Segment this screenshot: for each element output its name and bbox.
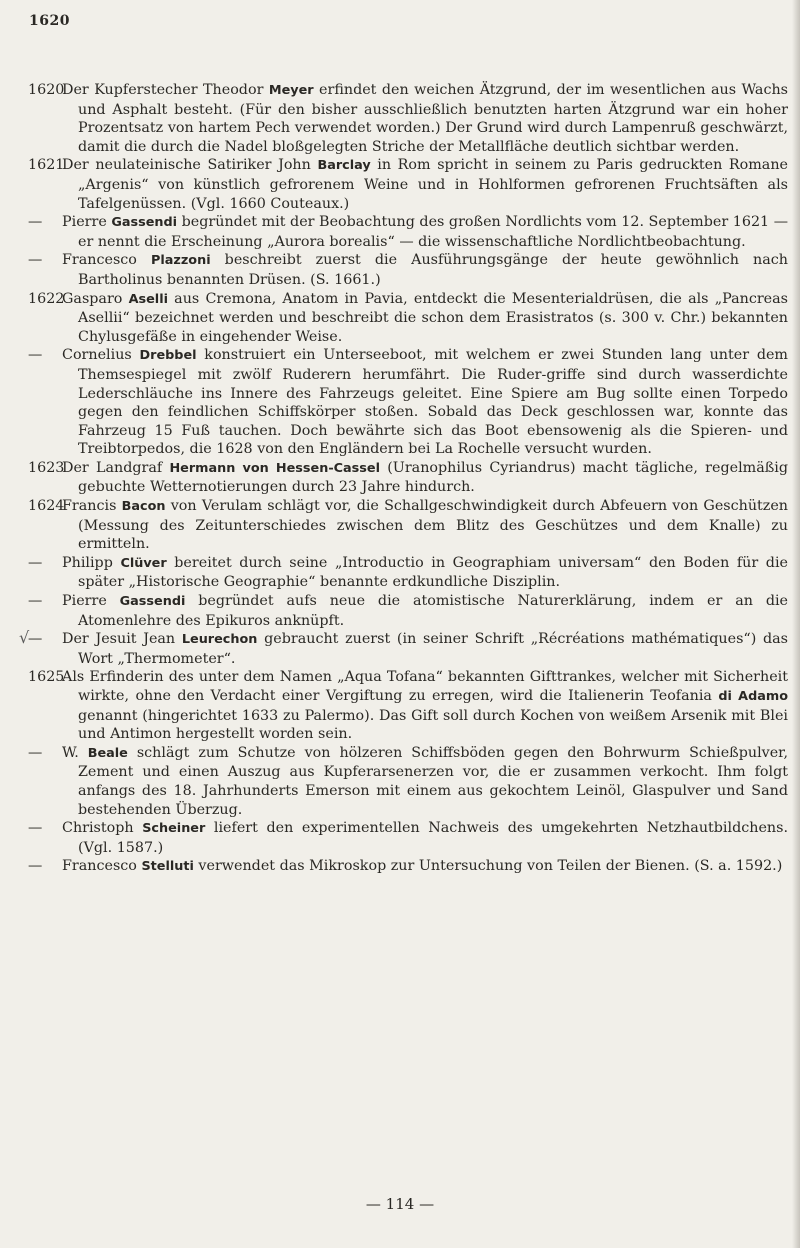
chronology-entry — [28, 592, 788, 630]
entry-text — [62, 630, 788, 668]
chronology-entry — [28, 290, 788, 347]
chronology-entry — [19, 628, 789, 668]
entry-year-label: 1624 — [28, 498, 65, 515]
page-number: — 114 — — [365, 1195, 435, 1213]
entry-text-segment: Francesco — [62, 858, 142, 875]
entry-year — [28, 81, 65, 100]
entry-year-label: 1621 — [28, 157, 65, 174]
entry-text-segment: verwendet das Mikroskop zur Untersuchung von Teilen der Bienen. (S. a. 1592.) — [193, 858, 783, 875]
chronology-entry — [28, 554, 788, 592]
chronology-entries — [19, 81, 789, 877]
entry-year — [28, 744, 62, 763]
entry-text-segment: (Uranophilus Cyriandrus) macht tägliche, regelmäßig gebuchte Wetternotierungen durch 23 Jahre hindurch. — [78, 459, 788, 496]
chronology-entry — [28, 346, 788, 459]
entry-text-segment: Francesco — [62, 252, 151, 269]
entry-year — [28, 857, 62, 876]
entry-text-segment: liefert den experimentellen Nachweis des umgekehrten Netzhautbildchens. (Vgl. 1587.) — [78, 820, 788, 856]
entry-text-segment: Der Landgraf — [62, 459, 170, 476]
entry-text — [62, 668, 788, 743]
entry-text-segment: Christoph — [62, 820, 143, 837]
chronology-entry — [28, 744, 788, 819]
entry-year — [28, 290, 65, 309]
entry-year — [28, 459, 65, 478]
entry-year — [28, 213, 62, 232]
entry-year-label: 1622 — [28, 290, 65, 307]
entry-text-segment: Cornelius — [62, 347, 140, 364]
entry-text — [62, 251, 788, 289]
entry-year-label: — — [28, 744, 43, 761]
person-name: Drebbel — [139, 348, 197, 364]
person-name: di Adamo — [718, 689, 789, 704]
entry-year — [28, 346, 62, 365]
entry-text-segment: schlägt zum Schutze von hölzeren Schiffsböden gegen den Bohrwurm Schießpulver, Zement und einen Auszug aus Kupferarsenerzen vor, die er zusammen verkocht. Ihm folgt anfangs des 18. Jahrhunderts Emerson mit einem aus gekochtem Leinöl, Glaspulver und Sand bestehenden Überzug. — [78, 744, 788, 818]
person-name: Clüver — [120, 555, 167, 571]
entry-text-segment: gebraucht zuerst (in seiner Schrift „Récréations mathématiques“) das Wort „Thermometer“. — [78, 631, 789, 667]
handwritten-checkmark: √ — [19, 628, 30, 648]
person-name: Bacon — [121, 499, 166, 515]
entry-text-segment: W. — [62, 744, 88, 761]
entry-text-segment: genannt (hingerichtet 1633 zu Palermo). Das Gift soll durch Kochen von weißem Arsenik mit Blei und Antimon hergestellt worden sein. — [78, 707, 788, 743]
entry-text-segment: Philipp — [62, 554, 121, 571]
person-name: Hermann von Hessen-Cassel — [169, 460, 380, 476]
entry-text-segment: Gasparo — [62, 290, 129, 307]
person-name: Gassendi — [111, 215, 178, 231]
entry-year-label: — — [28, 214, 43, 231]
entry-year-label: — — [28, 820, 43, 837]
chronology-entry — [28, 819, 788, 857]
running-header: 1620 — [29, 13, 70, 29]
entry-year — [28, 554, 62, 573]
entry-text-segment: Der neulateinische Satiriker John — [62, 157, 318, 174]
entry-year — [19, 628, 62, 649]
entry-text — [62, 346, 788, 459]
entry-text-segment: aus Cremona, Anatom in Pavia, entdeckt die Mesenterialdrüsen, die als „Pancreas Asellii“ bezeichnet werden und beschreibt die schon dem Erasistratos (s. 300 v. Chr.) bekannten Chylusgefäße in eingehender Weise. — [78, 290, 788, 345]
entry-year-label: — — [28, 554, 43, 571]
entry-text-segment: Der Jesuit Jean — [62, 631, 182, 648]
person-name: Aselli — [128, 291, 168, 307]
person-name: Plazzoni — [151, 253, 211, 269]
entry-year-label: 1623 — [28, 459, 65, 476]
person-name: Stelluti — [141, 859, 194, 875]
entry-text-segment: begründet mit der Beobachtung des großen Nordlichts vom 12. September 1621 — er nennt die Erscheinung „Aurora borealis“ — die wissenschaftliche Nordlichtbeobachtung. — [78, 214, 789, 250]
entry-text-segment: Pierre — [62, 593, 120, 610]
entry-text-segment: Francis — [62, 498, 122, 515]
chronology-entry — [28, 497, 788, 554]
entry-year — [28, 668, 65, 687]
person-name: Meyer — [268, 83, 314, 98]
entry-text — [62, 81, 788, 156]
entry-text-segment: von Verulam schlägt vor, die Schallgeschwindigkeit durch Abfeuern von Geschützen (Messung des Zeitunterschiedes zwischen dem Blitz des Geschützes und dem Knalle) zu ermitteln. — [78, 498, 788, 553]
entry-year-label: — — [28, 252, 43, 269]
entry-year-label: — — [28, 347, 43, 364]
person-name: Gassendi — [119, 594, 186, 610]
entry-text-segment: in Rom spricht in seinem zu Paris gedruckten Romane „Argenis“ von künstlich gefrorenem Weine und in Hohlformen gefrorenen Fruchtsäften als Tafelgenüssen. (Vgl. 1660 Couteaux.) — [78, 157, 788, 212]
entry-year — [28, 592, 62, 611]
entry-year-label: — — [28, 593, 43, 610]
entry-text-segment: beschreibt zuerst die Ausführungsgänge der heute gewöhnlich nach Bartholinus benannten Drüsen. (S. 1661.) — [78, 252, 788, 288]
entry-year — [28, 819, 62, 838]
entry-text — [62, 592, 788, 630]
chronology-entry — [28, 156, 788, 213]
person-name: Beale — [87, 745, 128, 761]
person-name: Barclay — [317, 158, 371, 174]
entry-text — [62, 819, 788, 857]
entry-text-segment: erfindet den weichen Ätzgrund, der im wesentlichen aus Wachs und Asphalt besteht. (Für den bisher ausschließlich benutzten harten Ätzgrund war ein hoher Prozentsatz von hartem Pech verwendet worden.) Der Grund wird durch Lampenruß geschwärzt, damit die durch die Nadel bloßgelegten Striche der Metallfläche deutlich sichtbar werden. — [78, 82, 788, 155]
chronology-entry — [28, 213, 788, 251]
person-name: Leurechon — [181, 632, 258, 648]
person-name: Scheiner — [142, 821, 206, 837]
entry-text — [62, 290, 788, 347]
entry-year-label: — — [28, 631, 43, 648]
chronology-entry — [28, 81, 788, 156]
page-edge-shadow — [792, 0, 800, 1248]
entry-text-segment: Der Kupferstecher Theodor — [62, 82, 269, 98]
chronology-entry — [28, 857, 788, 877]
entry-text — [62, 857, 788, 877]
entry-text — [62, 554, 788, 592]
entry-year-label: 1625 — [28, 669, 65, 686]
entry-text-segment: konstruiert ein Unterseeboot, mit welchem er zwei Stunden lang unter dem Themsespiegel mit zwölf Ruderern herumfährt. Die Ruder-griffe sind durch wasserdichte Lederschläuche ins Innere des Fahrzeugs geleitet. Eine Spiere am Bug sollte einen Torpedo gegen den feindlichen Schiffskörper stoßen. Sobald das Deck geschlossen war, konnte das Fahrzeug 15 Fuß tauchen. Doch bewährte sich das Boot ebensowenig als die Spieren- und Treibtorpedos, die 1628 von den Engländern bei La Rochelle versucht wurden. — [78, 347, 788, 458]
entry-year — [28, 156, 65, 175]
entry-text-segment: begründet aufs neue die atomistische Naturerklärung, indem er an die Atomenlehre des Epikuros anknüpft. — [78, 593, 789, 629]
entry-year-label: — — [28, 858, 43, 875]
entry-text — [62, 497, 788, 554]
entry-text-segment: Pierre — [62, 214, 112, 231]
chronology-entry — [28, 668, 788, 743]
chronology-entry — [28, 251, 788, 289]
entry-year — [28, 251, 62, 270]
entry-text — [62, 744, 788, 819]
entry-text — [62, 213, 788, 251]
entry-text-segment: Als Erfinderin des unter dem Namen „Aqua Tofana“ bekannten Gifttrankes, welcher mit Sicherheit wirkte, ohne den Verdacht einer Vergiftung zu erregen, wird die Italienerin Teofania — [62, 669, 788, 704]
chronology-entry — [28, 459, 788, 497]
entry-year-label: 1620 — [28, 82, 65, 98]
entry-text-segment: bereitet durch seine „Introductio in Geographiam universam“ den Boden für die später „Historische Geographie“ benannte erdkundliche Disziplin. — [78, 554, 788, 591]
entry-year — [28, 497, 65, 516]
entry-text — [62, 459, 788, 497]
entry-text — [62, 156, 788, 213]
